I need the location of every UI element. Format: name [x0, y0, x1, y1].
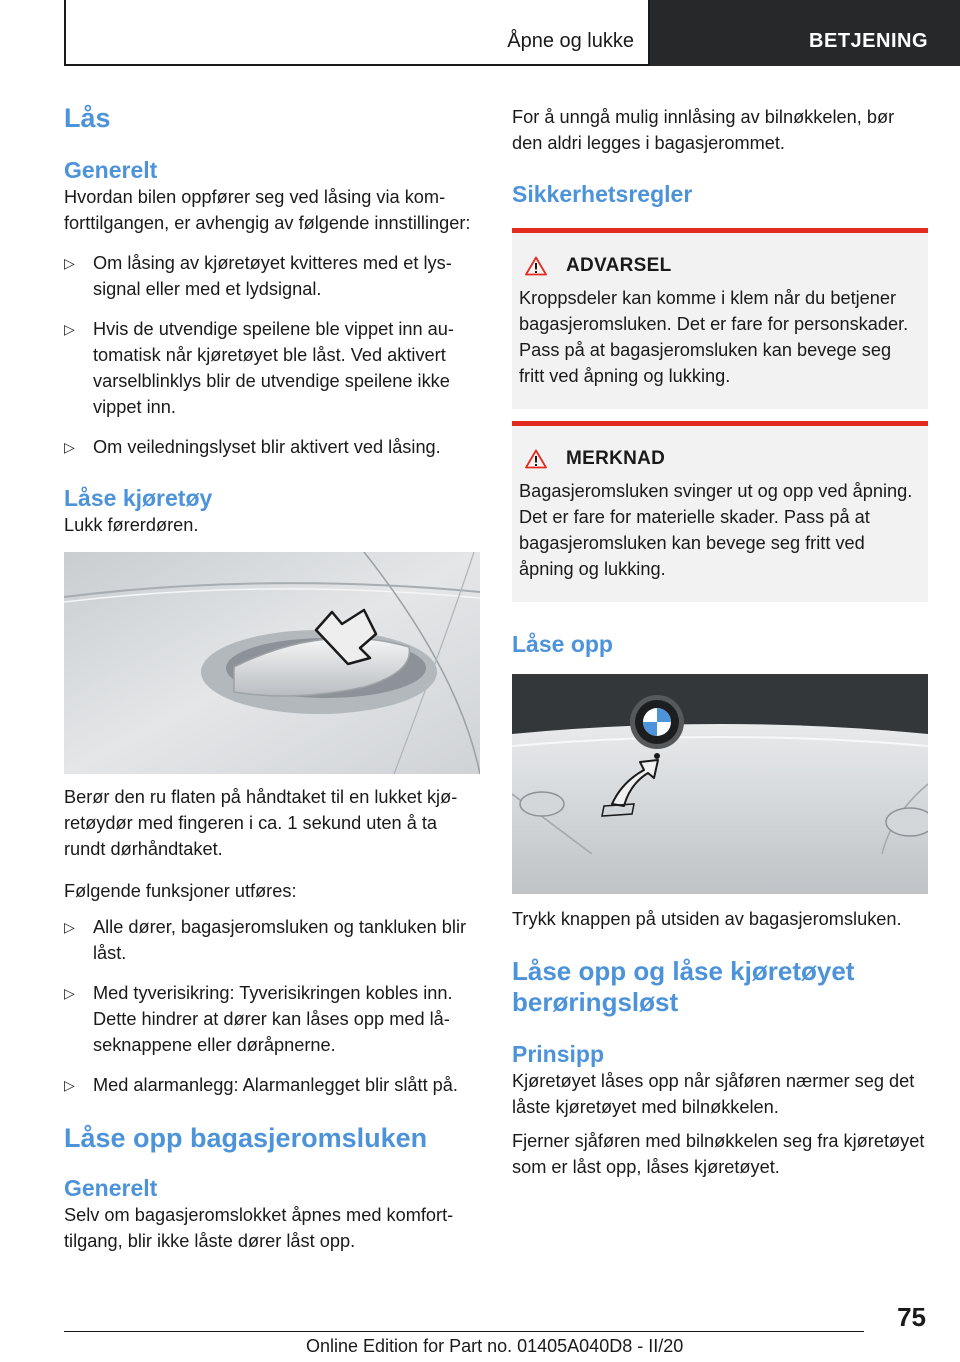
heading-beroringslost: Låse opp og låse kjøretøyet berøringsløst [512, 956, 855, 1017]
paragraph-prinsipp-2: Fjerner sjåføren med bilnøkkelen seg fra kjøretøyet som er låst opp, låses kjøretøyet. [512, 1131, 925, 1177]
functions-list [64, 914, 480, 1098]
tailgate-figure [512, 674, 928, 894]
heading-sikkerhetsregler: Sikkerhetsregler [512, 181, 693, 207]
section-title: Åpne og lukke [507, 30, 634, 52]
notice-title: MERKNAD [566, 448, 666, 469]
page-number: 75 [897, 1302, 926, 1332]
door-handle-illustration [64, 552, 480, 774]
triangle-bullet-icon: ▷ [64, 439, 75, 455]
heading-las: Lås [64, 103, 111, 133]
list-item: ▷ Alle dører, bagasjeromsluken og tankluken blir låst. [64, 914, 480, 966]
heading-lase-opp: Låse opp [512, 631, 613, 657]
list-item: ▷ Om veiledningslyset blir aktivert ved låsing. [64, 434, 480, 460]
list-item: ▷ Om låsing av kjøretøyet kvitteres med et lyssignal eller med et lydsignal. [64, 250, 480, 302]
heading-lase-opp-bagasje: Låse opp bagasjeromsluken [64, 1123, 428, 1153]
heading-prinsipp: Prinsipp [512, 1041, 605, 1067]
notice-box [512, 421, 928, 602]
list-item: ▷ Med tyverisikring: Tyverisikringen kobles inn. Dette hindrer at dører kan låses opp med låseknappene eller døråpnerne. [64, 980, 480, 1058]
heading-generelt-2: Generelt [64, 1175, 158, 1201]
notice-text: Bagasjeromsluken svinger ut og opp ved åpning. Det er fare for materielle skader. Pass på at bagasjeromsluken kan bevege seg fritt ved åpning og lukking. [519, 481, 913, 579]
paragraph-trykk: Trykk knappen på utsiden av bagasjeromsluken. [512, 909, 902, 929]
paragraph-generelt: Hvordan bilen oppfører seg ved låsing via komforttilgangen, er avhengig av følgende innstillinger: [64, 187, 471, 233]
paragraph-unnga: For å unngå mulig innlåsing av bilnøkkelen, bør den aldri legges i bagasjerommet. [512, 107, 895, 153]
chapter-tab-label: BETJENING [809, 30, 928, 52]
warning-triangle-icon [525, 449, 547, 469]
paragraph-beror: Berør den ru flaten på håndtaket til en lukket kjøretøydør med fingeren i ca. 1 sekund uten å ta rundt dørhåndtaket. [64, 787, 458, 859]
warning-triangle-icon [525, 256, 547, 276]
footer-edition: Online Edition for Part no. 01405A040D8 - II/20 [306, 1336, 684, 1356]
paragraph-generelt-2: Selv om bagasjeromslokket åpnes med komforttilgang, blir ikke låste dører låst opp. [64, 1205, 454, 1251]
heading-lase-kjoretoy: Låse kjøretøy [64, 485, 213, 511]
list-item: ▷ Hvis de utvendige speilene ble vippet inn automatisk når kjøretøyet ble låst. Ved aktivert varselblinklys blir de utvendige speilene ikke vippet inn. [64, 316, 480, 420]
triangle-bullet-icon: ▷ [64, 321, 75, 337]
triangle-bullet-icon: ▷ [64, 985, 75, 1001]
warning-text: Kroppsdeler kan komme i klem når du betjener bagasjeromsluken. Det er fare for personskader. Pass på at bagasjeromsluken kan bevege seg fritt ved åpning og lukking. [519, 288, 909, 386]
triangle-bullet-icon: ▷ [64, 1077, 75, 1093]
header-frame [64, 0, 650, 66]
warning-header [519, 255, 920, 277]
settings-list [64, 250, 480, 460]
triangle-bullet-icon: ▷ [64, 919, 75, 935]
paragraph-folgende: Følgende funksjoner utføres: [64, 881, 297, 901]
left-column [64, 100, 480, 1254]
list-item: ▷ Med alarmanlegg: Alarmanlegget blir slått på. [64, 1072, 480, 1098]
paragraph-prinsipp-1: Kjøretøyet låses opp når sjåføren nærmer seg det låste kjøretøyet med bilnøkkelen. [512, 1071, 915, 1117]
chapter-tab [650, 0, 960, 66]
footer-divider [64, 1331, 864, 1332]
heading-generelt: Generelt [64, 157, 158, 183]
warning-box [512, 228, 928, 409]
warning-title: ADVARSEL [566, 255, 672, 276]
notice-header [519, 448, 920, 470]
right-column [512, 100, 928, 1180]
paragraph-lukk: Lukk førerdøren. [64, 515, 199, 535]
tailgate-illustration [512, 674, 928, 894]
triangle-bullet-icon: ▷ [64, 255, 75, 271]
door-handle-figure [64, 552, 480, 774]
